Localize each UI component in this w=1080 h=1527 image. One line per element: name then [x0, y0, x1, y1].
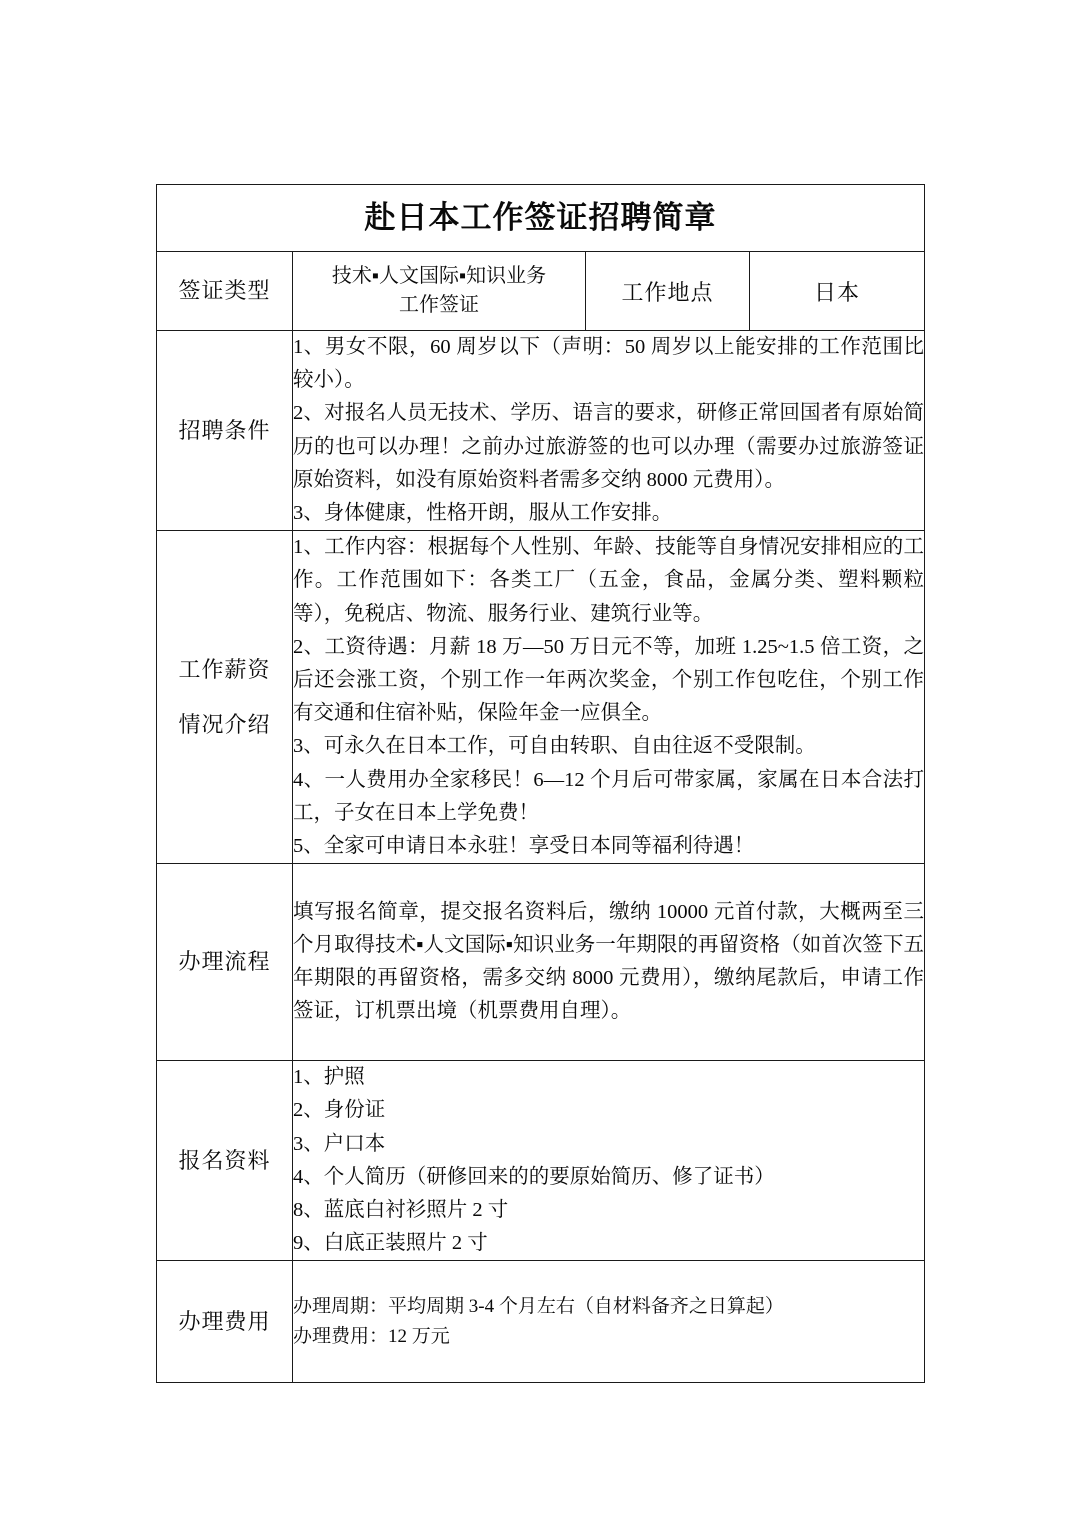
materials-item-1: 1、护照	[293, 1066, 365, 1089]
materials-item-9: 9、白底正装照片 2 寸	[293, 1232, 488, 1255]
salary-line-3: 3、可永久在日本工作，可自由转职、自由往返不受限制。	[293, 735, 816, 758]
table-row-fees	[157, 1261, 925, 1383]
conditions-content	[293, 331, 925, 531]
salary-label	[157, 531, 293, 864]
salary-line-5: 5、全家可申请日本永驻！享受日本同等福利待遇！	[293, 835, 755, 858]
fees-line-1: 办理周期：平均周期 3-4 个月左右（自材料备齐之日算起）	[293, 1295, 784, 1317]
materials-item-8: 8、蓝底白衬衫照片 2 寸	[293, 1199, 509, 1222]
conditions-line-2: 2、对报名人员无技术、学历、语言的要求，研修正常回国者有原始简历的也可以办理！之前办过旅游签的也可以办理（需要办过旅游签证原始资料，如没有原始资料者需多交纳 8000 元费用）。	[293, 402, 924, 491]
salary-label-line1: 工作薪资	[178, 657, 271, 683]
fees-line-2: 办理费用：12 万元	[293, 1325, 450, 1347]
salary-line-4: 4、一人费用办全家移民！6—12 个月后可带家属，家属在日本合法打工，子女在日本上学免费！	[293, 768, 924, 824]
recruitment-brochure-table	[156, 184, 925, 1383]
salary-label-line2: 情况介绍	[178, 712, 271, 738]
worksite-value: 日本	[750, 252, 925, 331]
salary-line-2: 2、工资待遇：月薪 18 万—50 万日元不等，加班 1.25~1.5 倍工资，之后还会涨工资，个别工作一年两次奖金，个别工作包吃住，个别工作有交通和住宿补贴，保险年金一应俱全。	[293, 635, 924, 725]
worksite-label: 工作地点	[586, 252, 750, 331]
conditions-label: 招聘条件	[157, 331, 293, 531]
fees-label: 办理费用	[157, 1261, 293, 1383]
table-row-salary	[157, 531, 925, 864]
visa-type-value-line1: 技术▪人文国际▪知识业务	[331, 265, 547, 287]
visa-type-value	[293, 252, 586, 331]
conditions-line-3: 3、身体健康，性格开朗，服从工作安排。	[293, 502, 673, 525]
materials-item-4: 4、个人简历（研修回来的的要原始简历、修了证书）	[293, 1165, 775, 1188]
materials-label: 报名资料	[157, 1061, 293, 1261]
table-row-conditions	[157, 331, 925, 531]
title-cell	[157, 185, 925, 252]
table-row-process	[157, 864, 925, 1061]
visa-type-label: 签证类型	[157, 252, 293, 331]
materials-item-3: 3、户口本	[293, 1132, 386, 1155]
salary-content	[293, 531, 925, 864]
process-line-1: 填写报名简章，提交报名资料后，缴纳 10000 元首付款，大概两至三个月取得技术▪人文国际▪知识业务一年期限的再留资格（如首次签下五年期限的再留资格，需多交纳 8000 元费用），缴纳尾款后，申请工作签证，订机票出境（机票费用自理）。	[293, 900, 924, 1023]
materials-content	[293, 1061, 925, 1261]
table-row-title	[157, 185, 925, 252]
salary-line-1: 1、工作内容：根据每个人性别、年龄、技能等自身情况安排相应的工作。工作范围如下：各类工厂（五金，食品，金属分类、塑料颗粒等），免税店、物流、服务行业、建筑行业等。	[293, 536, 924, 625]
table-row-visa-info	[157, 252, 925, 331]
materials-item-2: 2、身份证	[293, 1099, 386, 1122]
fees-content	[293, 1261, 925, 1383]
process-content	[293, 864, 925, 1061]
conditions-line-1: 1、男女不限，60 周岁以下（声明：50 周岁以上能安排的工作范围比较小）。	[293, 336, 924, 392]
page-title: 赴日本工作签证招聘简章	[364, 199, 717, 235]
visa-type-value-line2: 工作签证	[399, 294, 479, 316]
process-label: 办理流程	[157, 864, 293, 1061]
table-row-materials	[157, 1061, 925, 1261]
